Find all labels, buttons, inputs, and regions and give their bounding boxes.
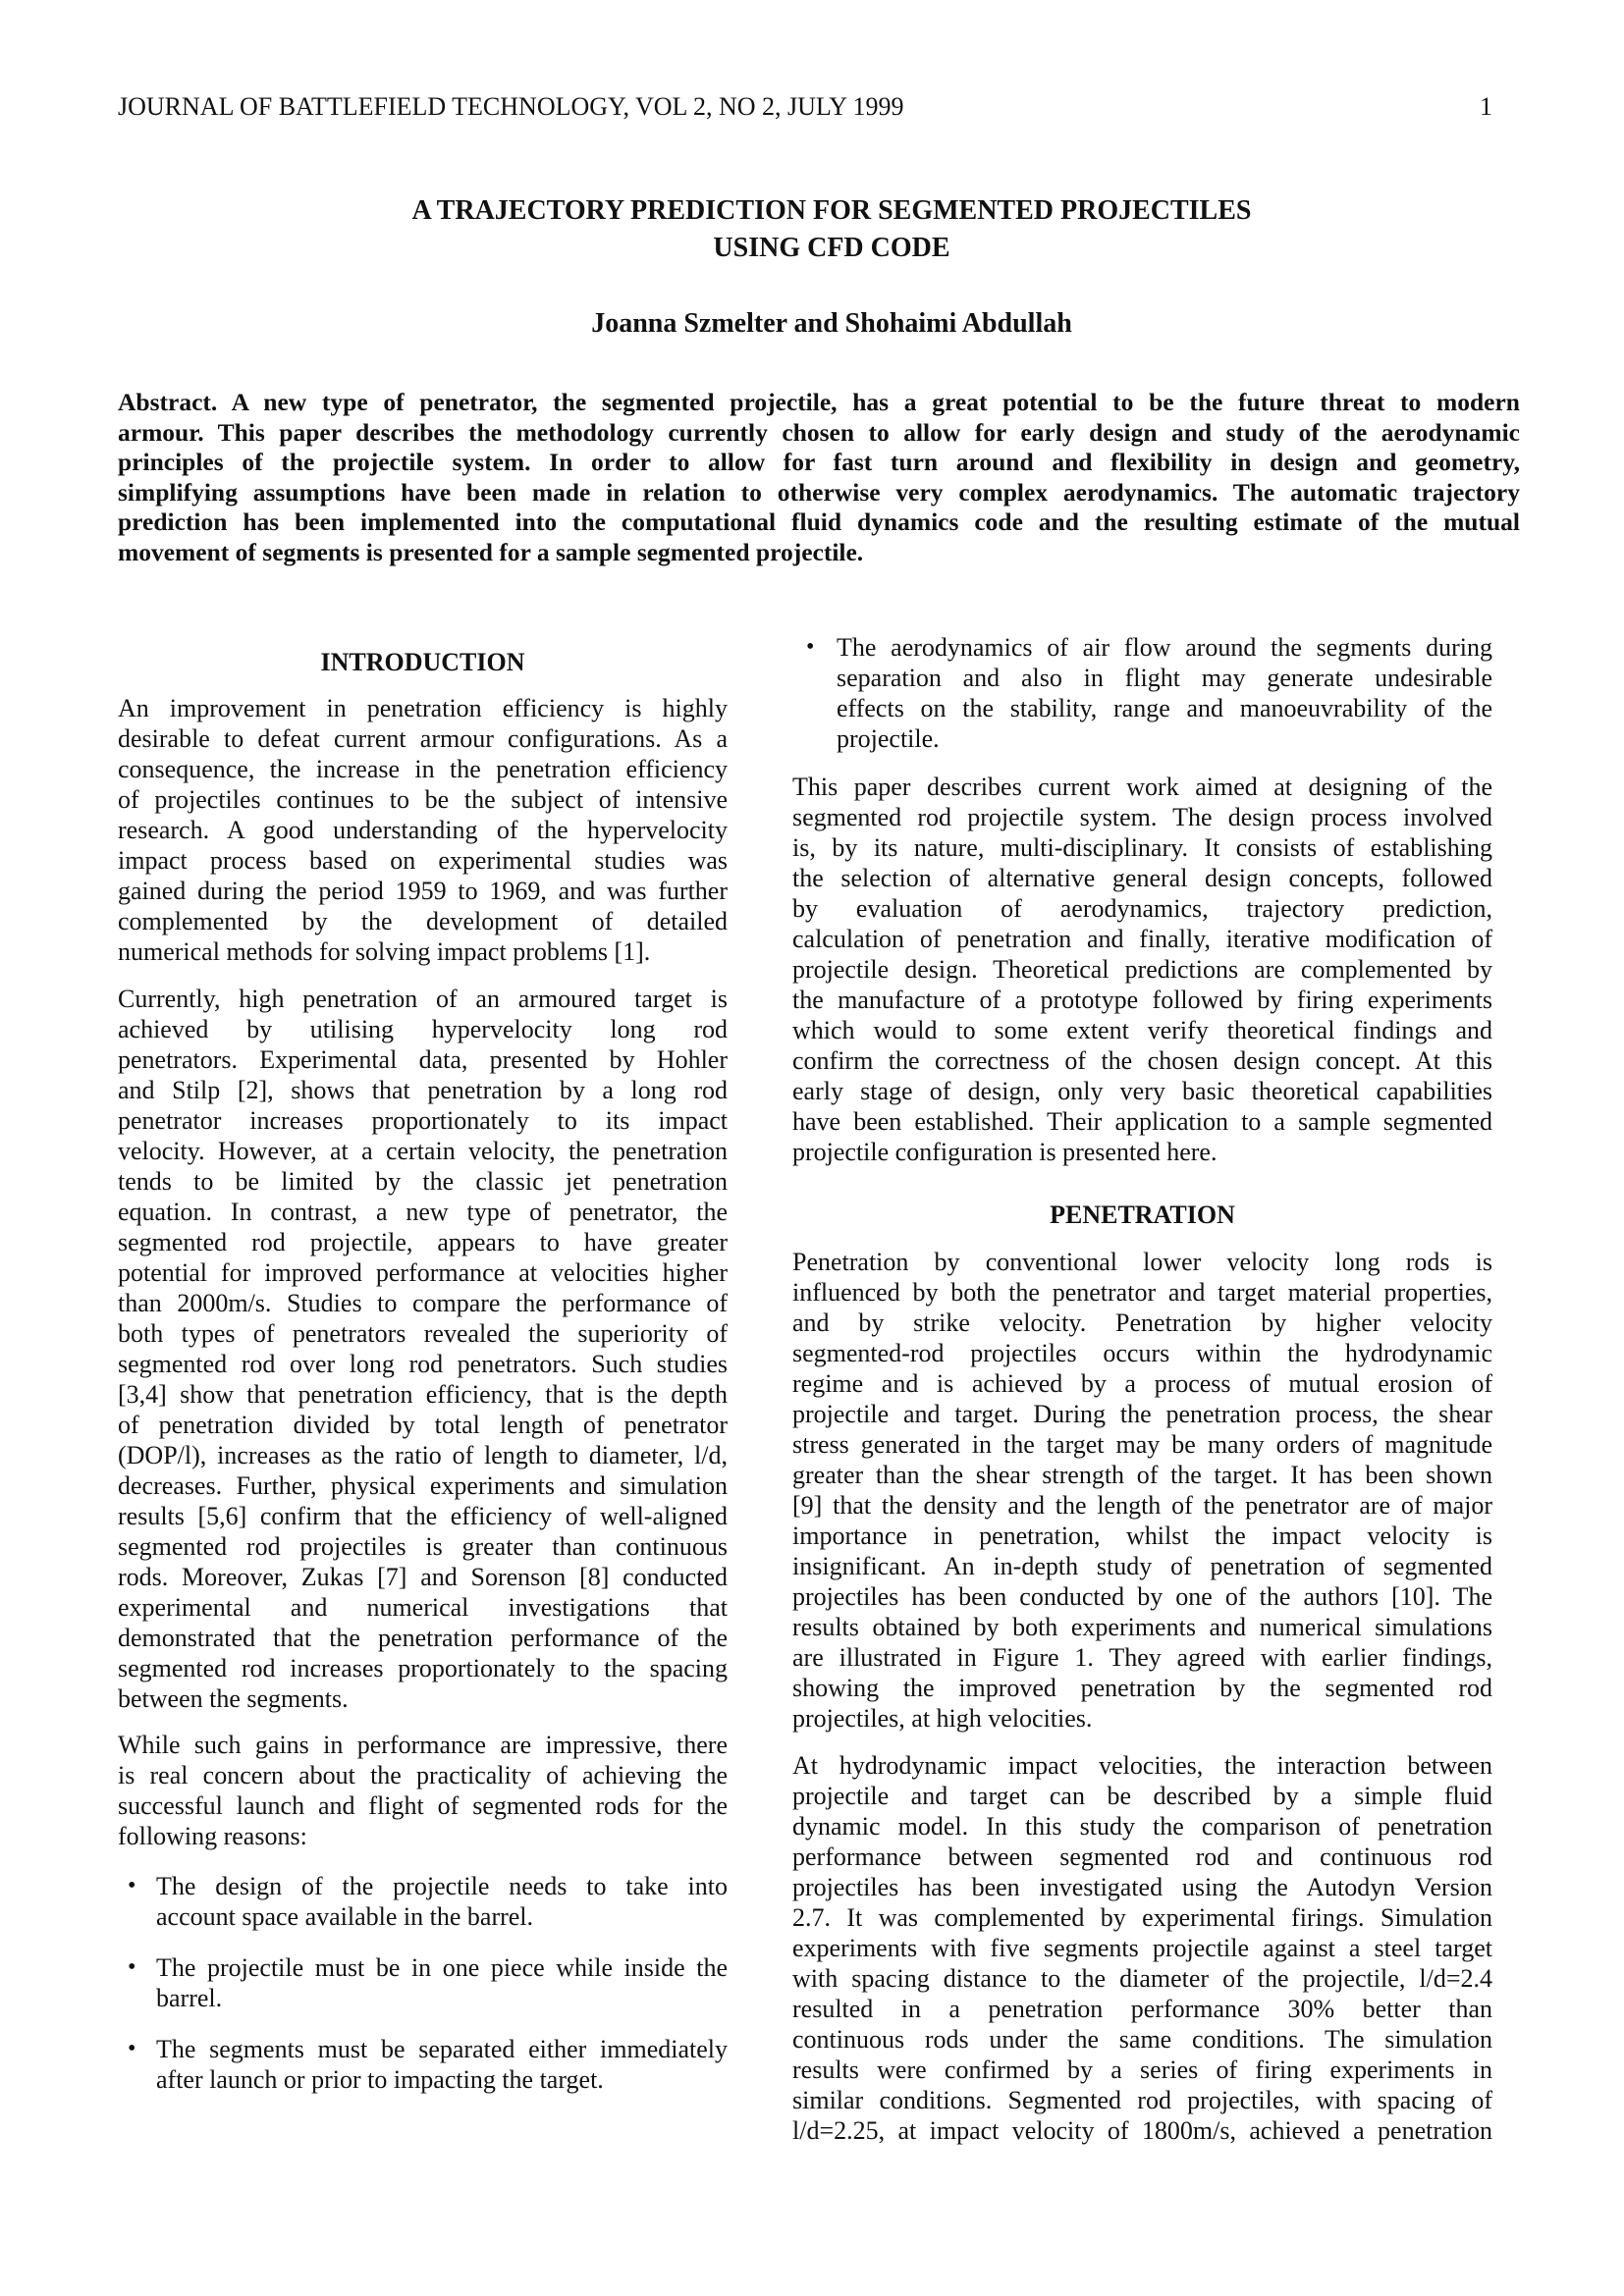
text-line: simplifying assumptions have been made in relation to otherwise very complex aerodynamics. The automatic trajectory — [118, 477, 1520, 507]
text-line: early stage of design, only very basic theoretical capabilities — [792, 1077, 1492, 1105]
text-line: (DOP/l), increases as the ratio of length to diameter, l/d, — [118, 1441, 728, 1469]
running-header: JOURNAL OF BATTLEFIELD TECHNOLOGY, VOL 2, NO 2, JULY 1999 — [118, 92, 904, 121]
text-line: results [5,6] confirm that the efficiency of well-aligned — [118, 1502, 728, 1530]
text-line: and by strike velocity. Penetration by higher velocity — [792, 1308, 1492, 1337]
text-line: greater than the shear strength of the target. It has been shown — [792, 1461, 1492, 1489]
bullet-item — [837, 632, 1492, 754]
text-line: segmented rod projectile, appears to have greater — [118, 1228, 728, 1256]
page-number: 1 — [1480, 92, 1492, 121]
text-line: effects on the stability, range and manoeuvrability of the — [837, 694, 1492, 722]
text-line: and Stilp [2], shows that penetration by a long rod — [118, 1076, 728, 1104]
text-line: by evaluation of aerodynamics, trajectory prediction, — [792, 894, 1492, 923]
text-line: confirm the correctness of the chosen design concept. At this — [792, 1046, 1492, 1075]
text-line: successful launch and flight of segmented rods for the — [118, 1791, 728, 1820]
text-line: continuous rods under the same conditions. The simulation — [792, 2025, 1492, 2054]
text-line: regime and is achieved by a process of mutual erosion of — [792, 1369, 1492, 1398]
text-line: with spacing distance to the diameter of the projectile, l/d=2.4 — [792, 1964, 1492, 1993]
text-line: the manufacture of a prototype followed by firing experiments — [792, 986, 1492, 1014]
text-line: At hydrodynamic impact velocities, the interaction between — [792, 1751, 1492, 1780]
text-line: segmented rod increases proportionately to the spacing — [118, 1654, 728, 1682]
text-line: the selection of alternative general design concepts, followed — [792, 864, 1492, 892]
paragraph — [118, 693, 728, 967]
paragraph — [118, 984, 728, 1714]
text-line: The aerodynamics of air flow around the segments during — [837, 633, 1492, 662]
text-line: of penetration divided by total length of penetrator — [118, 1411, 728, 1439]
paragraph — [792, 1247, 1492, 1734]
text-line: results obtained by both experiments and numerical simulations — [792, 1613, 1492, 1641]
text-line: The design of the projectile needs to take into — [156, 1872, 728, 1900]
text-line: equation. In contrast, a new type of penetrator, the — [118, 1198, 728, 1226]
text-line: The projectile must be in one piece while inside the — [156, 1953, 728, 1982]
text-line: decreases. Further, physical experiments and simulation — [118, 1471, 728, 1500]
text-line: movement of segments is presented for a sample segmented projectile. — [118, 537, 864, 566]
text-line: prediction has been implemented into the computational fluid dynamics code and the resulting estimate of the mutual — [118, 507, 1520, 536]
text-line: complemented by the development of detailed — [118, 907, 728, 935]
text-line: performance between segmented rod and continuous rod — [792, 1842, 1492, 1871]
paper-title-line-2: USING CFD CODE — [713, 233, 950, 263]
text-line: are illustrated in Figure 1. They agreed with earlier findings, — [792, 1643, 1492, 1672]
text-line: projectiles, at high velocities. — [792, 1704, 1093, 1733]
text-line: experiments with five segments projectile against a steel target — [792, 1934, 1492, 1962]
text-line: following reasons: — [118, 1822, 307, 1850]
text-line: which would to some extent verify theoretical findings and — [792, 1016, 1492, 1044]
text-line: consequence, the increase in the penetration efficiency — [118, 755, 728, 783]
text-line: penetrator increases proportionately to its impact — [118, 1106, 728, 1135]
text-line: segmented-rod projectiles occurs within the hydrodynamic — [792, 1339, 1492, 1367]
text-line: account space available in the barrel. — [156, 1902, 534, 1931]
text-line: Abstract. A new type of penetrator, the segmented projectile, has a great potential to be the future threat to modern — [118, 388, 1520, 416]
text-line: armour. This paper describes the methodology currently chosen to allow for early design and study of the aerodynamic — [118, 417, 1520, 447]
text-line: Penetration by conventional lower velocity long rods is — [792, 1248, 1492, 1276]
paragraph — [792, 1750, 1492, 2146]
text-line: l/d=2.25, at impact velocity of 1800m/s, achieved a penetration — [792, 2116, 1492, 2145]
text-line: is real concern about the practicality of achieving the — [118, 1761, 728, 1789]
text-line: projectile. — [837, 724, 940, 753]
text-line: barrel. — [156, 1984, 223, 2012]
text-line: [9] that the density and the length of the penetrator are of major — [792, 1491, 1492, 1520]
text-line: 2.7. It was complemented by experimental firings. Simulation — [792, 1903, 1492, 1932]
text-line: velocity. However, at a certain velocity, the penetration — [118, 1137, 728, 1165]
text-line: rods. Moreover, Zukas [7] and Sorenson [8] conducted — [118, 1563, 728, 1591]
bullet-icon: • — [128, 2036, 136, 2061]
text-line: projectile design. Theoretical predictions are complemented by — [792, 955, 1492, 984]
text-line: stress generated in the target may be many orders of magnitude — [792, 1430, 1492, 1459]
text-line: projectile and target can be described by a simple fluid — [792, 1782, 1492, 1810]
abstract — [118, 388, 1520, 567]
text-line: numerical methods for solving impact problems [1]. — [118, 937, 651, 966]
text-line: experimental and numerical investigations that — [118, 1593, 728, 1622]
section-heading-introduction: INTRODUCTION — [320, 648, 525, 676]
text-line: potential for improved performance at velocities higher — [118, 1258, 728, 1287]
text-line: have been established. Their application to a sample segmented — [792, 1107, 1492, 1136]
text-line: segmented rod projectiles is greater than continuous — [118, 1532, 728, 1561]
text-line: demonstrated that the penetration performance of the — [118, 1624, 728, 1652]
text-line: gained during the period 1959 to 1969, and was further — [118, 877, 728, 905]
text-line: after launch or prior to impacting the target. — [156, 2065, 604, 2094]
text-line: projectile configuration is presented here. — [792, 1138, 1218, 1166]
text-line: is, by its nature, multi-disciplinary. It consists of establishing — [792, 833, 1492, 862]
text-line: segmented rod over long rod penetrators. Such studies — [118, 1350, 728, 1378]
text-line: penetrators. Experimental data, presented by Hohler — [118, 1045, 728, 1074]
text-line: projectile and target. During the penetration process, the shear — [792, 1400, 1492, 1428]
text-line: projectiles has been conducted by one of the authors [10]. The — [792, 1582, 1492, 1611]
section-heading-penetration: PENETRATION — [1050, 1201, 1235, 1229]
paragraph — [118, 1730, 728, 1851]
text-line: separation and also in flight may generate undesirable — [837, 664, 1492, 692]
text-line: than 2000m/s. Studies to compare the performance of — [118, 1289, 728, 1317]
text-line: The segments must be separated either immediately — [156, 2035, 728, 2063]
text-line: between the segments. — [118, 1684, 349, 1713]
text-line: both types of penetrators revealed the superiority of — [118, 1319, 728, 1348]
text-line: insignificant. An in-depth study of penetration of segmented — [792, 1552, 1492, 1580]
bullet-item — [156, 2034, 728, 2095]
text-line: results were confirmed by a series of firing experiments in — [792, 2056, 1492, 2084]
text-line: projectiles has been investigated using the Autodyn Version — [792, 1873, 1492, 1901]
bullet-icon: • — [806, 634, 815, 660]
authors: Joanna Szmelter and Shohaimi Abdullah — [591, 308, 1072, 339]
text-line: influenced by both the penetrator and target material properties, — [792, 1278, 1492, 1307]
paragraph — [792, 772, 1492, 1167]
text-line: resulted in a penetration performance 30% better than — [792, 1995, 1492, 2023]
text-line: of projectiles continues to be the subject of intensive — [118, 785, 728, 814]
text-line: [3,4] show that penetration efficiency, that is the depth — [118, 1380, 728, 1409]
text-line: showing the improved penetration by the segmented rod — [792, 1674, 1492, 1702]
bullet-icon: • — [128, 1954, 136, 1980]
text-line: importance in penetration, whilst the impact velocity is — [792, 1522, 1492, 1550]
paper-title-line-1: A TRAJECTORY PREDICTION FOR SEGMENTED PROJECTILES — [411, 195, 1252, 226]
text-line: impact process based on experimental studies was — [118, 846, 728, 875]
text-line: similar conditions. Segmented rod projectiles, with spacing of — [792, 2086, 1492, 2114]
text-line: calculation of penetration and finally, iterative modification of — [792, 925, 1492, 953]
text-line: desirable to defeat current armour configurations. As a — [118, 724, 728, 753]
text-line: achieved by utilising hypervelocity long rod — [118, 1015, 728, 1043]
text-line: While such gains in performance are impressive, there — [118, 1731, 728, 1759]
text-line: dynamic model. In this study the comparison of penetration — [792, 1812, 1492, 1841]
text-line: tends to be limited by the classic jet penetration — [118, 1167, 728, 1196]
text-line: research. A good understanding of the hypervelocity — [118, 816, 728, 844]
text-line: principles of the projectile system. In order to allow for fast turn around and flexibility in design and geometry, — [118, 448, 1520, 476]
bullet-icon: • — [128, 1873, 136, 1898]
text-line: Currently, high penetration of an armoured target is — [118, 985, 728, 1013]
text-line: An improvement in penetration efficiency is highly — [118, 694, 728, 722]
bullet-item — [156, 1952, 728, 2013]
text-line: This paper describes current work aimed at designing of the — [792, 773, 1492, 801]
bullet-item — [156, 1871, 728, 1932]
text-line: segmented rod projectile system. The design process involved — [792, 803, 1492, 831]
